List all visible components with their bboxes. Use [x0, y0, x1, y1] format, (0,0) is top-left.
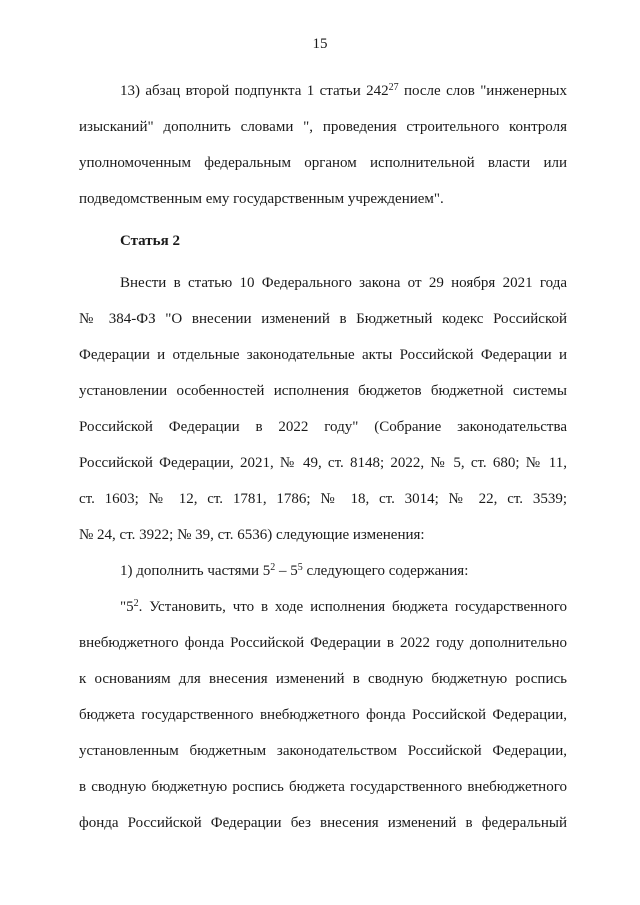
paragraph-line: Федерации и отдельные законодательные акты Российской Федерации и: [79, 347, 567, 363]
paragraph-line: фонда Российской Федерации без внесения изменений в федеральный: [79, 815, 567, 831]
paragraph-line: [79, 73, 567, 109]
paragraph-line: Внести в статью 10 Федерального закона от 29 ноября 2021 года: [120, 275, 567, 291]
article-heading: Статья 2: [120, 233, 180, 249]
text-span: "5: [120, 599, 134, 615]
paragraph-line: подведомственным ему государственным учреждением".: [79, 191, 444, 207]
superscript: 27: [388, 82, 399, 93]
text-span: следующего содержания:: [302, 563, 469, 579]
text-span: после слов "инженерных: [398, 83, 567, 99]
paragraph-line: № 384-ФЗ "О внесении изменений в Бюджетный кодекс Российской: [79, 311, 567, 327]
text-span: – 5: [275, 563, 298, 579]
article-2-paragraph: [79, 265, 567, 553]
item-1: [79, 553, 567, 589]
text-span: 1) дополнить частями 5: [120, 563, 271, 579]
superscript: 5: [297, 562, 303, 573]
superscript: 2: [133, 598, 139, 609]
superscript: 2: [270, 562, 276, 573]
paragraph-line: № 24, ст. 3922; № 39, ст. 6536) следующие изменения:: [79, 527, 425, 543]
paragraph-line: [79, 589, 567, 625]
text-span: . Установить, что в ходе исполнения бюджета государственного: [138, 599, 567, 615]
paragraph-line: изысканий" дополнить словами ", проведения строительного контроля: [79, 119, 567, 135]
page-number: 15: [312, 36, 328, 52]
paragraph-line: к основаниям для внесения изменений в сводную бюджетную роспись: [79, 671, 567, 687]
paragraph-line: Российской Федерации, 2021, № 49, ст. 8148; 2022, № 5, ст. 680; № 11,: [79, 455, 567, 471]
paragraph-line: [79, 553, 567, 589]
part-5-2-paragraph: [79, 589, 567, 841]
paragraph-line: бюджета государственного внебюджетного фонда Российской Федерации,: [79, 707, 567, 723]
paragraph-line: ст. 1603; № 12, ст. 1781, 1786; № 18, ст. 3014; № 22, ст. 3539;: [79, 491, 567, 507]
paragraph-line: Российской Федерации в 2022 году" (Собрание законодательства: [79, 419, 567, 435]
paragraph-line: установлении особенностей исполнения бюджетов бюджетной системы: [79, 383, 567, 399]
text-span: 13) абзац второй подпункта 1 статьи 242: [120, 83, 389, 99]
paragraph-line: установленным бюджетным законодательством Российской Федерации,: [79, 743, 567, 759]
paragraph-line: уполномоченным федеральным органом исполнительной власти или: [79, 155, 567, 171]
document-body: [79, 73, 567, 841]
paragraph-line: внебюджетного фонда Российской Федерации в 2022 году дополнительно: [79, 635, 567, 651]
paragraph-line: в сводную бюджетную роспись бюджета государственного внебюджетного: [79, 779, 567, 795]
paragraph-13: [79, 73, 567, 217]
